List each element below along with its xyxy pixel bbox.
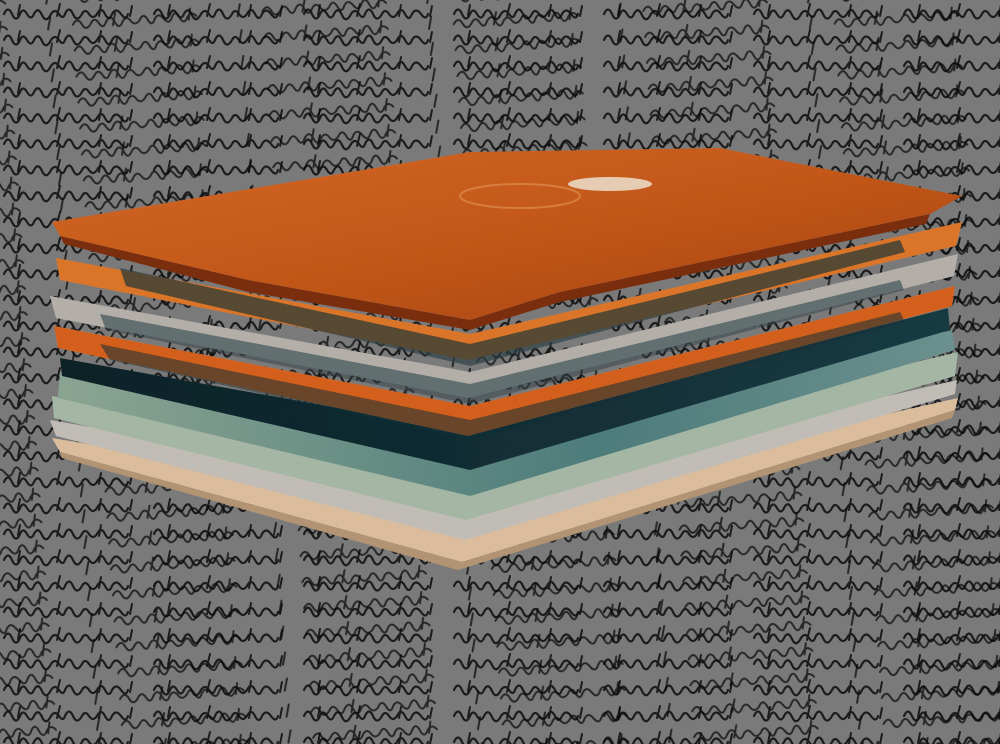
highlight-spot — [568, 177, 652, 191]
